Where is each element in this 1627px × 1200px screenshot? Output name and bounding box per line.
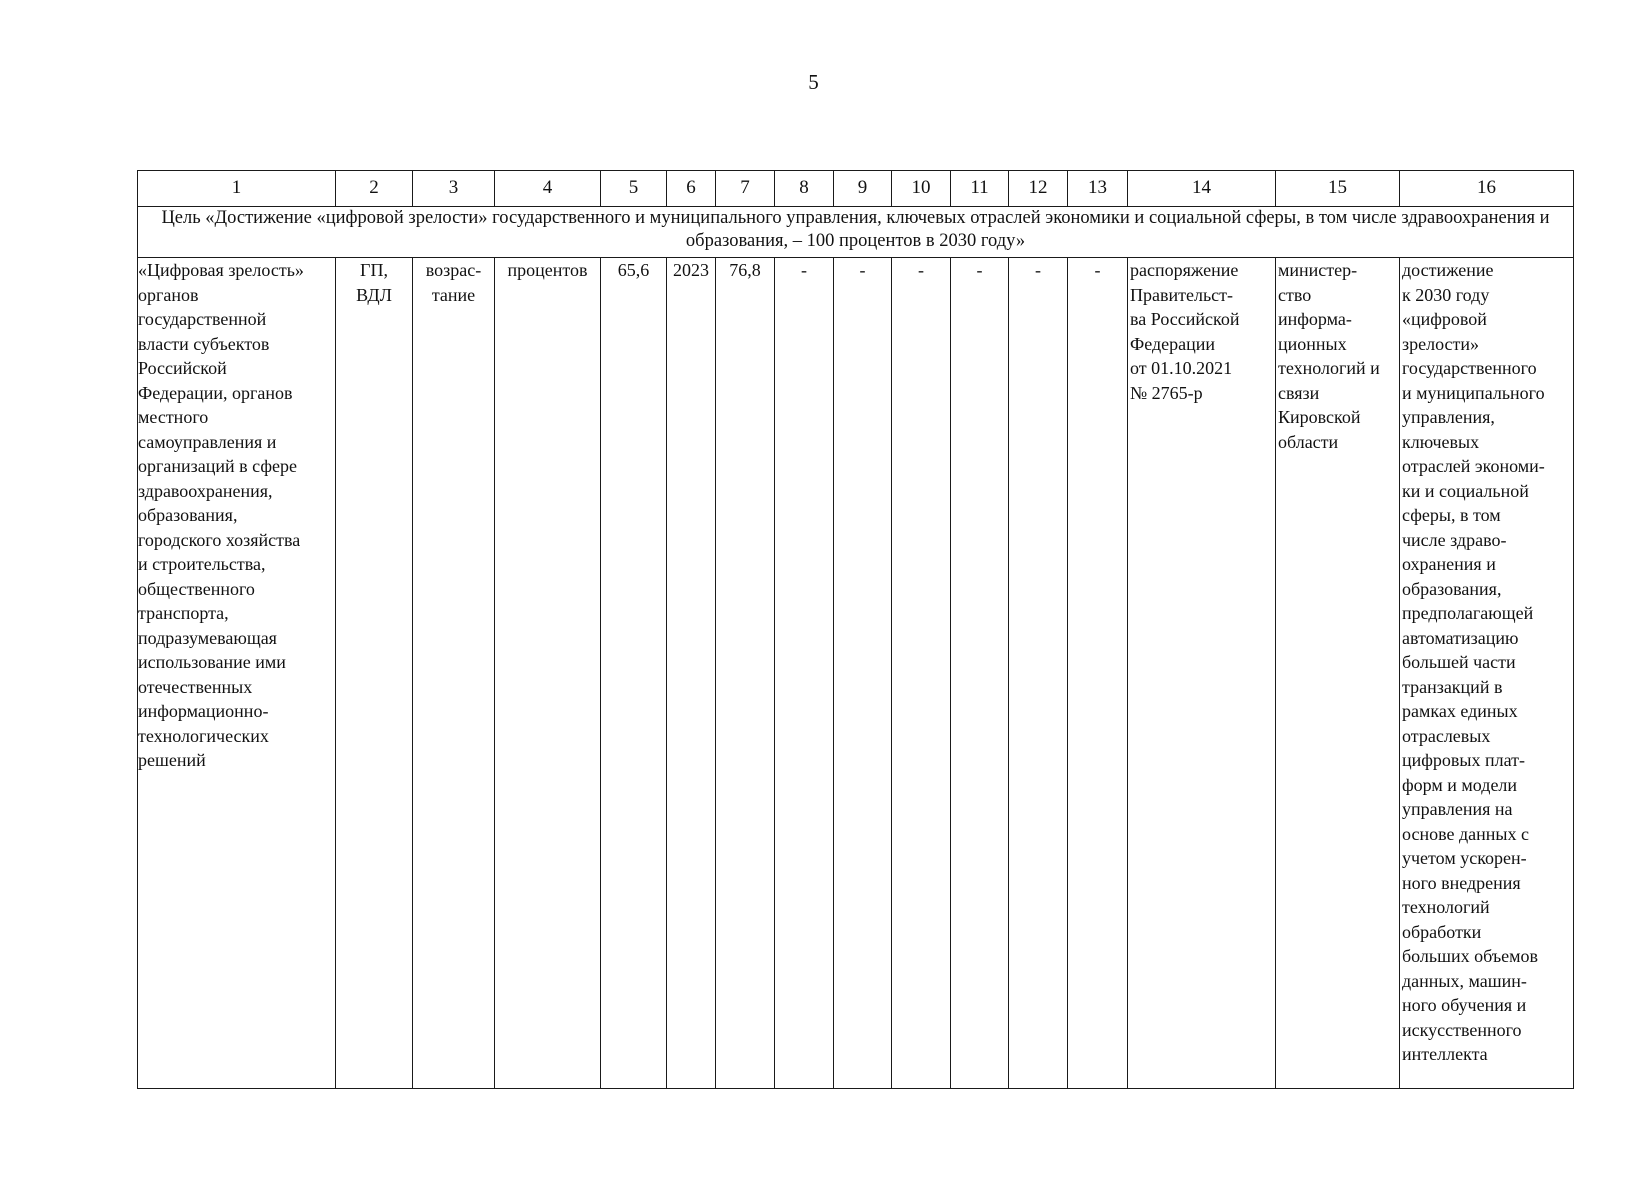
column-header: 11 <box>951 171 1009 207</box>
indicators-table <box>137 170 1574 1089</box>
value-cell-11: - <box>951 258 1009 1089</box>
column-header: 3 <box>413 171 495 207</box>
relation-cell: достижение к 2030 году «цифровой зрелости» государственного и муниципального управления, ключевых отраслей экономи- ки и социальной сферы, в том числе здраво- охранения и образования, предполагающей автоматизацию большей части транзакций в рамках единых отраслевых цифровых плат- форм и модели управления на основе данных с учетом ускорен- ного внедрения технологий обработки больших объемов данных, машин- ного обучения и искусственного интеллекта <box>1400 258 1574 1089</box>
value-cell-12: - <box>1009 258 1068 1089</box>
document-cell: распоряжение Правительст- ва Российской Федерации от 01.10.2021 № 2765-р <box>1128 258 1276 1089</box>
value-cell-10: - <box>892 258 951 1089</box>
page-number: 5 <box>808 70 819 94</box>
level-cell: ГП, ВДЛ <box>336 258 413 1089</box>
column-header: 5 <box>601 171 667 207</box>
column-header: 16 <box>1400 171 1574 207</box>
column-header: 8 <box>775 171 834 207</box>
trend-cell: возрас- тание <box>413 258 495 1089</box>
column-header: 1 <box>138 171 336 207</box>
base-year-cell: 2023 <box>667 258 716 1089</box>
value-cell-13: - <box>1068 258 1128 1089</box>
column-header: 13 <box>1068 171 1128 207</box>
column-header: 9 <box>834 171 892 207</box>
column-header: 10 <box>892 171 951 207</box>
goal-text: Цель «Достижение «цифровой зрелости» государственного и муниципального управления, ключевых отраслей экономики и социальной сферы, в том числе здравоохранения и образования, – 100 процентов в 2030 году» <box>138 207 1574 258</box>
column-header: 15 <box>1276 171 1400 207</box>
value-cell-9: - <box>834 258 892 1089</box>
goal-row <box>138 207 1574 258</box>
indicator-name-cell: «Цифровая зрелость» органов государственной власти субъектов Российской Федерации, органов местного самоуправления и организаций в сфере здравоохранения, образования, городского хозяйства и строительства, общественного транспорта, подразумевающая использование ими отечественных информационно- технологических решений <box>138 258 336 1089</box>
column-header: 14 <box>1128 171 1276 207</box>
value-cell-7: 76,8 <box>716 258 775 1089</box>
table-row <box>138 258 1574 1089</box>
value-cell-8: - <box>775 258 834 1089</box>
base-value-cell: 65,6 <box>601 258 667 1089</box>
unit-cell: процентов <box>495 258 601 1089</box>
column-header: 4 <box>495 171 601 207</box>
column-header: 7 <box>716 171 775 207</box>
column-header: 6 <box>667 171 716 207</box>
column-header: 2 <box>336 171 413 207</box>
responsible-cell: министер- ство информа- ционных технологий и связи Кировской области <box>1276 258 1400 1089</box>
column-header: 12 <box>1009 171 1068 207</box>
column-number-row <box>138 171 1574 207</box>
